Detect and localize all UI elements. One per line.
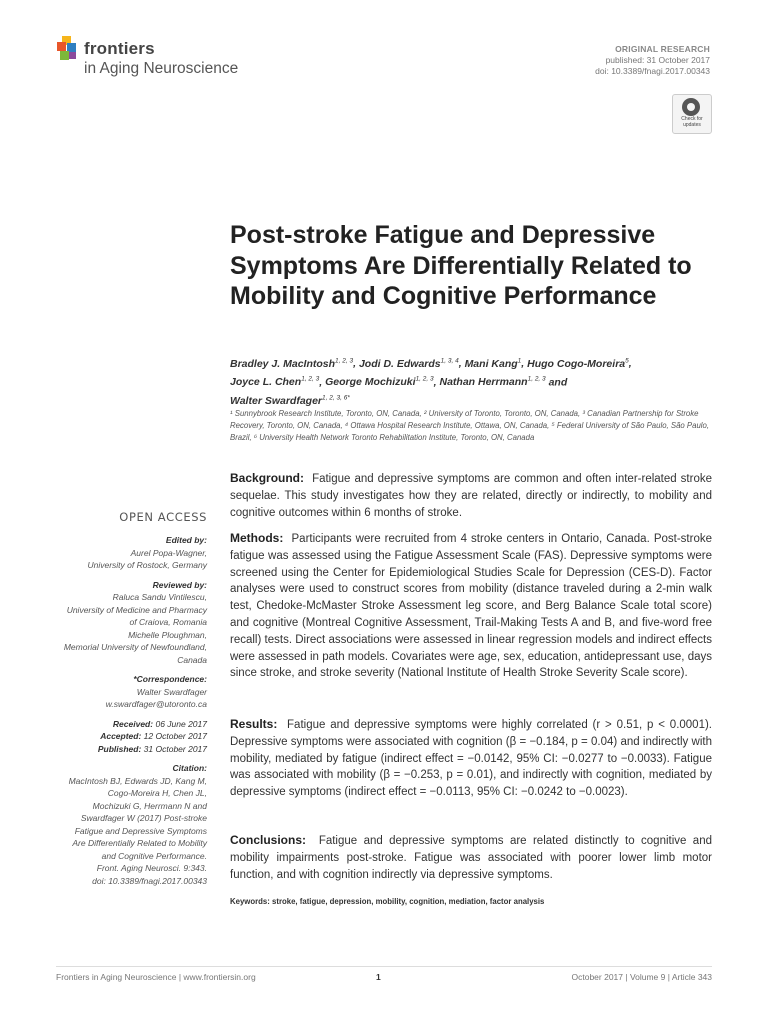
reviewer-line: University of Medicine and Pharmacy xyxy=(66,604,207,615)
citation-line: Mochizuki G, Herrmann N and xyxy=(92,800,207,811)
background-label: Background: xyxy=(230,471,305,485)
abstract-methods xyxy=(230,530,712,682)
correspondence-email[interactable]: w.swardfager@utoronto.ca xyxy=(105,699,207,709)
received-date: 06 June 2017 xyxy=(155,718,207,729)
citation-line: MacIntosh BJ, Edwards JD, Kang M, xyxy=(68,775,207,786)
article-sidebar xyxy=(40,534,207,887)
article-doi[interactable]: doi: 10.3389/fnagi.2017.00343 xyxy=(595,66,710,76)
citation-line: Front. Aging Neurosci. 9:343. xyxy=(96,863,207,873)
editor-line: University of Rostock, Germany xyxy=(87,560,207,570)
published-date: published: 31 October 2017 xyxy=(605,55,710,65)
open-access-label: OPEN ACCESS xyxy=(119,510,207,524)
citation-line: Cogo-Moreira H, Chen JL, xyxy=(107,788,207,798)
dates-block xyxy=(40,718,207,756)
correspondence-label: *Correspondence: xyxy=(133,674,207,684)
editor-line: Aurel Popa-Wagner, xyxy=(130,547,207,558)
article-meta xyxy=(595,44,710,77)
accepted-date: 12 October 2017 xyxy=(143,731,207,741)
authors-line-2: Joyce L. Chen$^{1, 2, 3}$, George Mochizuki$^{1, 2, 3}$, Nathan Herrmann$^{1, 2, 3}$ and xyxy=(230,375,568,388)
footer-issue-info: October 2017 | Volume 9 | Article 343 xyxy=(571,972,712,982)
keywords: Keywords: stroke, fatigue, depression, mobility, cognition, mediation, factor analysis xyxy=(230,897,545,906)
reviewer-line: of Craiova, Romania xyxy=(129,617,207,627)
citation-line: Are Differentially Related to Mobility xyxy=(72,838,207,848)
citation-doi[interactable]: doi: 10.3389/fnagi.2017.00343 xyxy=(92,875,207,886)
check-for-updates-badge[interactable] xyxy=(672,94,712,134)
reviewer-line: Michelle Ploughman, xyxy=(128,629,207,640)
edited-by-label: Edited by: xyxy=(165,535,207,545)
check-badge-label: Check for updates xyxy=(681,116,703,128)
abstract-background xyxy=(230,470,712,521)
conclusions-text: Fatigue and depressive symptoms are related distinctly to cognitive and mobility impairments post-stroke. Fatigue was associated with poorer lower limb motor function, and with cognition indirectly via depressive symptoms. xyxy=(230,835,712,881)
correspondence-name: Walter Swardfager xyxy=(136,686,207,697)
accepted-label: Accepted: xyxy=(100,731,142,741)
reviewed-by-label: Reviewed by: xyxy=(152,579,207,590)
author-name[interactable]: Hugo Cogo-Moreira$^5$ xyxy=(527,357,629,370)
author-name[interactable]: Mani Kang$^1$ xyxy=(464,357,522,370)
methods-label: Methods: xyxy=(230,531,284,545)
reviewer-line: Raluca Sandu Vintilescu, xyxy=(112,592,207,602)
author-name[interactable]: Joyce L. Chen$^{1, 2, 3}$ xyxy=(230,375,320,388)
brand-name: frontiers xyxy=(84,39,155,58)
author-name[interactable]: Walter Swardfager$^{1, 2, 3, 6*}$ xyxy=(230,394,350,407)
abstract-results xyxy=(230,716,712,801)
author-name[interactable]: George Mochizuki$^{1, 2, 3}$ xyxy=(325,375,434,388)
page-footer xyxy=(56,966,712,986)
journal-logo xyxy=(56,34,286,84)
citation-label: Citation: xyxy=(172,763,207,773)
received-label: Received: xyxy=(112,718,154,729)
bookmark-icon xyxy=(682,98,700,116)
abstract-conclusions xyxy=(230,832,712,883)
published-date-side: 31 October 2017 xyxy=(143,743,207,754)
article-title: Post-stroke Fatigue and Depressive Symptoms Are Differentially Related to Mobility and Cognitive Performance xyxy=(230,221,692,310)
page-number: 1 xyxy=(376,972,381,982)
author-list xyxy=(230,353,710,409)
conclusions-label: Conclusions: xyxy=(230,833,307,847)
citation-line: Swardfager W (2017) Post-stroke xyxy=(80,813,207,823)
background-text: Fatigue and depressive symptoms are common and often inter-related stroke sequelae. This study investigates how they are related, directly or indirectly, to mobility and cognitive outcomes within 6 months of stroke. xyxy=(230,473,712,519)
citation-line: and Cognitive Performance. xyxy=(101,850,207,861)
reviewer-line: Memorial University of Newfoundland, xyxy=(63,642,207,652)
authors-line-3 xyxy=(230,390,710,409)
author-name[interactable]: Nathan Herrmann$^{1, 2, 3}$ xyxy=(439,375,546,388)
author-name[interactable]: Jodi D. Edwards$^{1, 3, 4}$ xyxy=(358,357,459,370)
article-type: ORIGINAL RESEARCH xyxy=(615,44,710,54)
author-name[interactable]: Bradley J. MacIntosh$^{1, 2, 3}$ xyxy=(230,357,354,370)
results-text: Fatigue and depressive symptoms were highly correlated (r > 0.51, p < 0.0001). Depressive symptoms were associated with cognition (β = −0.184, p = 0.04) and indirectly with mobility, mediated by fatigue (indirect effect = −0.0142, 95% CI: −0.0277 to −0.0033). Fatigue was associated with mobility (β = −0.253, p = 0.01), and indirectly with cognition, mediated by depressive symptoms (indirect effect = −0.0113, 95% CI: −0.0242 to −0.0023). xyxy=(230,719,713,799)
journal-name: in Aging Neuroscience xyxy=(84,60,239,77)
frontiers-logo-icon xyxy=(56,34,82,64)
published-label: Published: xyxy=(97,743,142,754)
reviewer-line: Canada xyxy=(177,654,207,665)
citation-line: Fatigue and Depressive Symptoms xyxy=(74,825,207,836)
footer-journal-link[interactable]: Frontiers in Aging Neuroscience | www.frontiersin.org xyxy=(56,972,256,982)
results-label: Results: xyxy=(230,717,278,731)
affiliations: ¹ Sunnybrook Research Institute, Toronto, ON, Canada, ² University of Toronto, Toronto, ON, Canada, ³ Canadian Partnership for Stroke Recovery, Toronto, ON, Canada, ⁴ Ottawa Hospital Research Institute, Ottawa, ON, Canada, ⁵ Federal University of São Paulo, São Paulo, Brazil, ⁶ University Health Network Toronto Rehabilitation Institute, Toronto, ON, Canada xyxy=(230,409,710,442)
authors-line-1: Bradley J. MacIntosh$^{1, 2, 3}$, Jodi D. Edwards$^{1, 3, 4}$, Mani Kang$^1$, Hugo Cogo-Moreira$^5$, xyxy=(230,357,632,370)
methods-text: Participants were recruited from 4 stroke centers in Ontario, Canada. Post-stroke fatigue was assessed using the Fatigue Assessment Scale (FAS). Depressive symptoms were screened using the Center for Epidemiological Studies Scale for Depression (CES-D). Factor analyses were used to construct scores from mobility (distance traveled during a 2-min walk test, Chedoke-McMaster Stroke Assessment leg score, and Berg Balance Scale total score) and cognitive (Montreal Cognitive Assessment, Trail-Making Tests A and B, and five-word free recall) tests. Direct associations were assessed in linear regression models and indirect effects were assessed in path models. Covariates were age, sex, education, antidepressant use, days since stroke, and stroke severity (National Institute of Health Stroke Severity Scale score). xyxy=(230,533,712,680)
